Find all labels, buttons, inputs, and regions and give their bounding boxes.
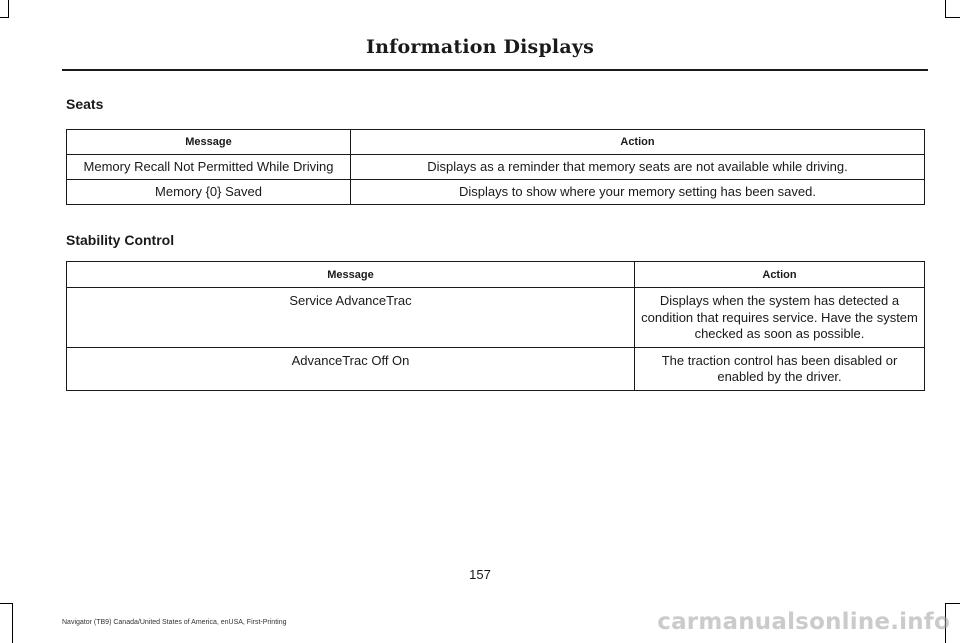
message-cell: Memory Recall Not Permitted While Driving [67,155,351,180]
table-header-row [67,262,925,288]
column-header-message: Message [67,130,351,155]
crop-mark-top-right [945,0,946,17]
table-header-row [67,130,925,155]
page-number: 157 [469,567,491,582]
crop-mark-top-right [945,17,960,18]
table-row [67,180,925,205]
watermark: carmanualsonline.info [657,609,950,635]
table-row [67,347,925,390]
table-row [67,288,925,348]
message-cell: Memory {0} Saved [67,180,351,205]
action-cell: The traction control has been disabled or enabled by the driver. [635,347,925,390]
footer-text: Navigator (TB9) Canada/United States of America, enUSA, First-Printing [62,619,287,626]
column-header-action: Action [635,262,925,288]
crop-mark-top-left [0,17,9,18]
action-cell: Displays to show where your memory setting has been saved. [351,180,925,205]
section-heading-stability-control: Stability Control [66,232,175,248]
crop-mark-bottom-left [12,603,13,643]
column-header-action: Action [351,130,925,155]
column-header-message: Message [67,262,635,288]
crop-mark-bottom-right [945,603,960,604]
action-cell: Displays as a reminder that memory seats are not available while driving. [351,155,925,180]
seats-table [66,129,925,205]
crop-mark-top-left [8,0,9,17]
message-cell: Service AdvanceTrac [67,288,635,348]
section-heading-seats: Seats [66,96,104,112]
action-cell: Displays when the system has detected a condition that requires service. Have the system checked as soon as possible. [635,288,925,348]
stability-control-table [66,261,925,391]
message-cell: AdvanceTrac Off On [67,347,635,390]
page-title: Information Displays [365,36,594,58]
table-row [67,155,925,180]
crop-mark-bottom-left [0,603,13,604]
title-divider [62,69,928,71]
